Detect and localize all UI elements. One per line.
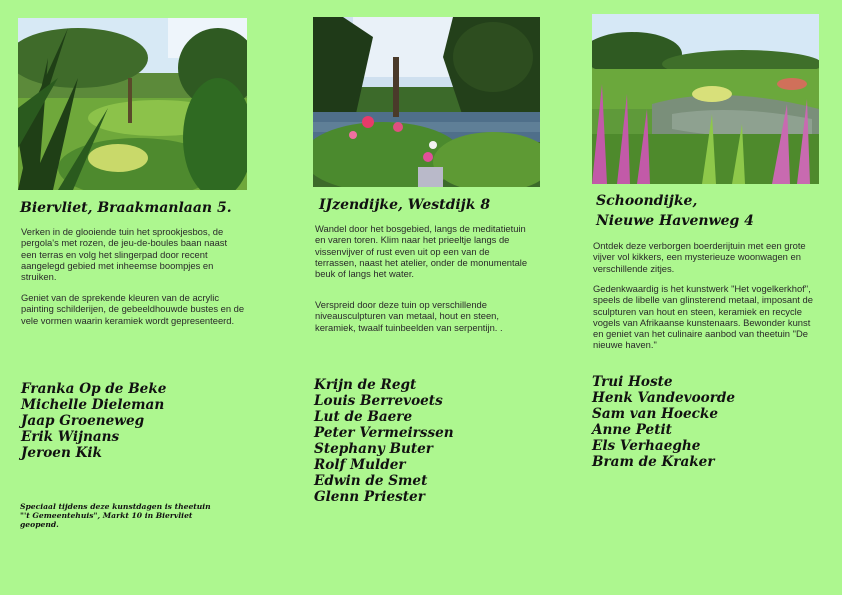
artist-name: Jeroen Kik [21, 445, 102, 461]
description-paragraph: Verspreid door deze tuin op verschillende niveausculpturen van metaal, hout en steen, keramiek, twaalf tuinbeelden van serpentijn. . [315, 299, 503, 333]
artist-name: Erik Wijnans [21, 429, 120, 445]
garden-pond-flowers-photo [313, 17, 540, 187]
artist-name: Lut de Baere [314, 409, 413, 425]
artist-list [592, 374, 735, 470]
artist-name: Stephany Buter [314, 441, 433, 457]
location-title: Biervliet, Braakmanlaan 5. [20, 200, 232, 216]
description-paragraph: Wandel door het bosgebied, langs de meditatietuin en varen toren. Klim naar het prieeltje langs de vissenvijver of rust even uit op een van de terrassen, naast het atelier, onder de monumentale beuk of langs het water. [315, 223, 528, 280]
artist-name: Glenn Priester [314, 489, 425, 505]
artist-list [21, 381, 166, 461]
location-title-line: Schoondijke, [596, 193, 698, 209]
description-paragraph: Gedenkwaardig is het kunstwerk "Het vogelkerkhof", speels de libelle van glinsterend metaal, imposant de sculpturen van hout en steen, keramiek en recycle vogels van Afrikaanse kunstenaars. Bewonder kunst en geniet van het culinaire aanbod van theetuin "De nieuwe haven." [593, 283, 813, 351]
artist-name: Jaap Groeneweg [21, 413, 145, 429]
artist-name: Sam van Hoecke [592, 406, 718, 422]
artist-name: Peter Vermeirssen [314, 425, 454, 441]
artist-name: Michelle Dieleman [21, 397, 165, 413]
artist-name: Bram de Kraker [592, 454, 715, 470]
description-paragraph: Geniet van de sprekende kleuren van de acrylic painting schilderijen, de gebeeldhouwde bustes en de vele vormen waarin keramiek wordt gepresenteerd. [21, 292, 245, 326]
artist-name: Franka Op de Beke [21, 381, 167, 397]
artist-name: Trui Hoste [592, 374, 673, 390]
artist-name: Henk Vandevoorde [592, 390, 736, 406]
artist-name: Rolf Mulder [314, 457, 406, 473]
artist-name: Krijn de Regt [314, 377, 417, 393]
garden-lawn-palm-photo [18, 18, 247, 190]
description-paragraph: Ontdek deze verborgen boerderijtuin met een grote vijver vol kikkers, een mysterieuze woonwagen en verschillende zitjes. [593, 240, 806, 274]
artist-list [314, 377, 454, 505]
artist-name: Louis Berrevoets [314, 393, 443, 409]
description-paragraph: Verken in de glooiende tuin het sprookjesbos, de pergola's met rozen, de jeu-de-boules baan naast een terras en volg het slingerpad door recent aangelegd gebied met inheemse boompjes en struiken. [21, 226, 228, 283]
artist-name: Els Verhaeghe [592, 438, 701, 454]
special-note: Speciaal tijdens deze kunstdagen is theetuin "'t Gemeentehuis", Markt 10 in Biervliet geopend. [20, 502, 211, 529]
location-title: IJzendijke, Westdijk 8 [319, 197, 491, 213]
location-title-line: Nieuwe Havenweg 4 [596, 213, 754, 229]
garden-pond-lythrum-photo [592, 14, 819, 184]
artist-name: Edwin de Smet [314, 473, 428, 489]
artist-name: Anne Petit [592, 422, 672, 438]
